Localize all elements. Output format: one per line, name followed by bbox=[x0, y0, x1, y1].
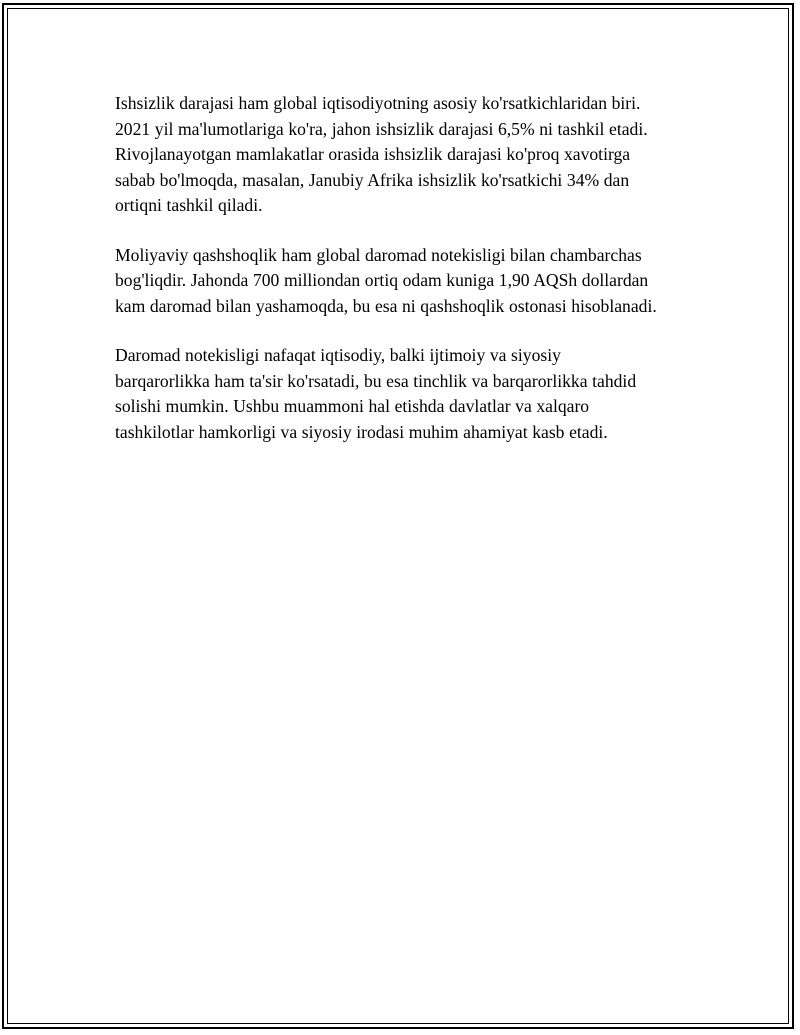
paragraph-inequality bbox=[115, 343, 695, 445]
paragraph-poverty bbox=[115, 243, 695, 320]
text-line: bog'liqdir. Jahonda 700 milliondan ortiq odam kuniga 1,90 AQSh dollardan bbox=[115, 270, 649, 290]
text-line: sabab bo'lmoqda, masalan, Janubiy Afrika ishsizlik ko'rsatkichi 34% dan bbox=[115, 169, 630, 190]
text-line: Moliyaviy qashshoqlik ham global daromad notekisligi bilan chambarchas bbox=[115, 244, 642, 265]
text-line: tashkilotlar hamkorligi va siyosiy irodasi muhim ahamiyat kasb etadi. bbox=[115, 421, 608, 442]
text-line: Daromad notekisligi nafaqat iqtisodiy, balki ijtimoiy va siyosiy bbox=[115, 345, 561, 365]
paragraph-unemployment bbox=[115, 91, 695, 219]
text-line: barqarorlikka ham ta'sir ko'rsatadi, bu esa tinchlik va barqarorlikka tahdid bbox=[115, 370, 637, 391]
document-body bbox=[115, 91, 695, 469]
text-line: solishi mumkin. Ushbu muammoni hal etishda davlatlar va xalqaro bbox=[115, 396, 590, 416]
text-line: Ishsizlik darajasi ham global iqtisodiyotning asosiy ko'rsatkichlaridan biri. bbox=[115, 93, 641, 113]
text-line: Rivojlanayotgan mamlakatlar orasida ishsizlik darajasi ko'proq xavotirga bbox=[115, 144, 631, 164]
text-line: 2021 yil ma'lumotlariga ko'ra, jahon ishsizlik darajasi 6,5% ni tashkil etadi. bbox=[115, 118, 648, 139]
text-line: kam daromad bilan yashamoqda, bu esa ni qashshoqlik ostonasi hisoblanadi. bbox=[115, 295, 657, 316]
text-line: ortiqni tashkil qiladi. bbox=[115, 195, 263, 215]
